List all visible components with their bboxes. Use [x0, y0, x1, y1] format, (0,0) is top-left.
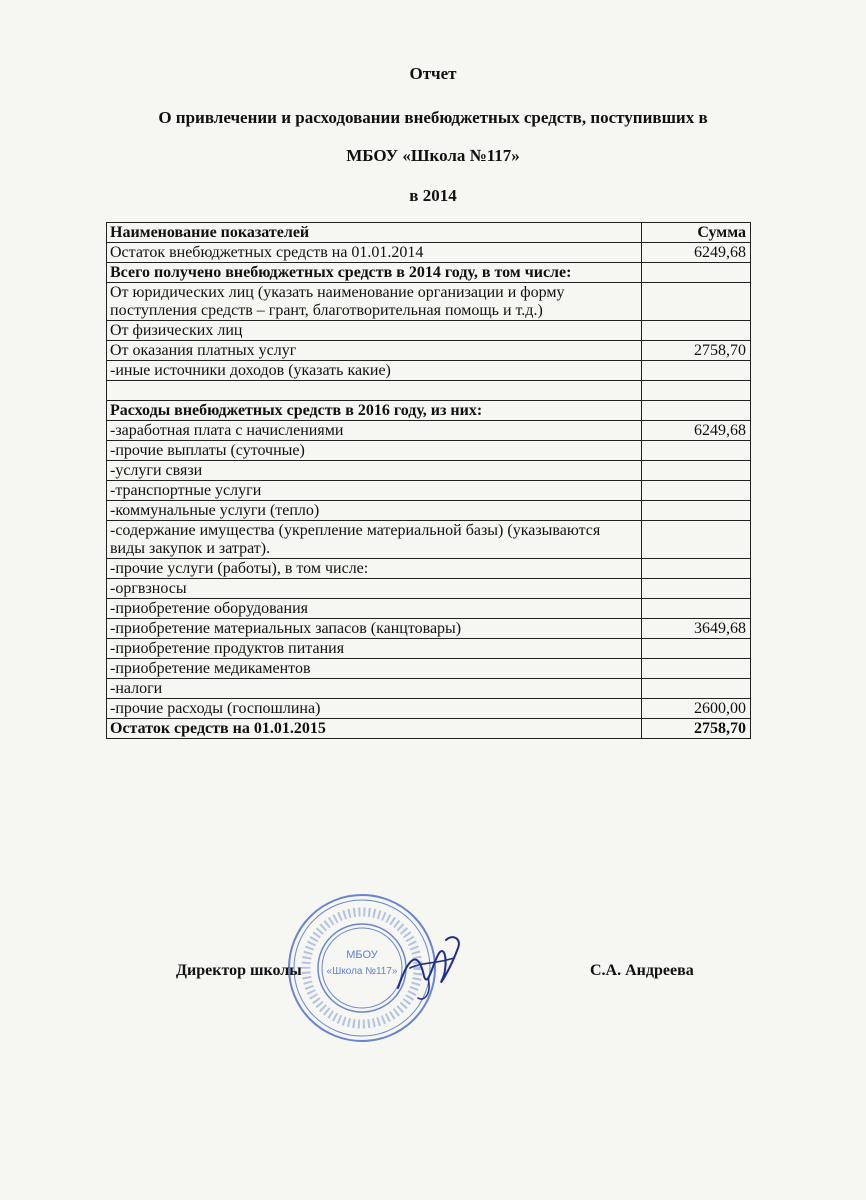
- report-year: в 2014: [409, 186, 457, 205]
- row-name: -оргвзносы: [107, 579, 642, 599]
- table-row: [107, 599, 751, 619]
- row-name: -приобретение медикаментов: [107, 659, 642, 679]
- row-name: -услуги связи: [107, 461, 642, 481]
- report-table: [106, 222, 751, 739]
- row-sum: [642, 521, 751, 559]
- row-name: -приобретение оборудования: [107, 599, 642, 619]
- row-name: -иные источники доходов (указать какие): [107, 361, 642, 381]
- table-row: [107, 283, 751, 321]
- row-sum: [642, 263, 751, 283]
- school-name: МБОУ «Школа №117»: [346, 146, 520, 165]
- row-sum: 2600,00: [642, 699, 751, 719]
- column-header-name: Наименование показателей: [107, 223, 642, 243]
- table-row: [107, 243, 751, 263]
- row-sum: 6249,68: [642, 421, 751, 441]
- table-row: [107, 441, 751, 461]
- row-sum: [642, 361, 751, 381]
- table-row: [107, 381, 751, 401]
- report-subtitle: О привлечении и расходовании внебюджетных средств, поступивших в: [158, 108, 708, 127]
- row-name: -прочие выплаты (суточные): [107, 441, 642, 461]
- row-sum: [642, 401, 751, 421]
- row-name: -прочие расходы (госпошлина): [107, 699, 642, 719]
- table-row: [107, 341, 751, 361]
- row-sum: [642, 659, 751, 679]
- table-row: [107, 559, 751, 579]
- row-sum: 6249,68: [642, 243, 751, 263]
- row-name: Остаток внебюджетных средств на 01.01.2014: [107, 243, 642, 263]
- row-sum: [642, 599, 751, 619]
- row-sum: [642, 639, 751, 659]
- row-sum: [642, 461, 751, 481]
- table-row: [107, 321, 751, 341]
- report-title: Отчет: [409, 64, 457, 83]
- table-row: [107, 619, 751, 639]
- row-name: -налоги: [107, 679, 642, 699]
- director-name: С.А. Андреева: [590, 962, 694, 979]
- row-name: Расходы внебюджетных средств в 2016 году, из них:: [107, 401, 642, 421]
- table-row: [107, 501, 751, 521]
- row-sum: [642, 283, 751, 321]
- row-name: -приобретение продуктов питания: [107, 639, 642, 659]
- stamp-text-line1: МБОУ: [346, 949, 378, 961]
- row-name: -содержание имущества (укрепление материальной базы) (указываются виды закупок и затрат).: [107, 521, 642, 559]
- row-sum: [642, 481, 751, 501]
- table-row: [107, 421, 751, 441]
- column-header-sum: Сумма: [642, 223, 751, 243]
- table-row: [107, 719, 751, 739]
- table-row: [107, 481, 751, 501]
- table-row: [107, 521, 751, 559]
- row-sum: [642, 579, 751, 599]
- director-role-label: Директор школы: [176, 962, 302, 979]
- row-sum: 2758,70: [642, 719, 751, 739]
- row-name: -приобретение материальных запасов (канцтовары): [107, 619, 642, 639]
- row-sum: [642, 441, 751, 461]
- table-row: [107, 699, 751, 719]
- row-name: -коммунальные услуги (тепло): [107, 501, 642, 521]
- table-row: [107, 263, 751, 283]
- row-name: -прочие услуги (работы), в том числе:: [107, 559, 642, 579]
- row-name: -транспортные услуги: [107, 481, 642, 501]
- row-name: Остаток средств на 01.01.2015: [107, 719, 642, 739]
- table-row: [107, 401, 751, 421]
- row-sum: 3649,68: [642, 619, 751, 639]
- row-name: -заработная плата с начислениями: [107, 421, 642, 441]
- stamp-text-line2: «Школа №117»: [326, 966, 398, 977]
- row-name: От оказания платных услуг: [107, 341, 642, 361]
- table-row: [107, 679, 751, 699]
- row-sum: [642, 321, 751, 341]
- row-name: [107, 381, 642, 401]
- table-row: [107, 461, 751, 481]
- table-header-row: [107, 223, 751, 243]
- table-row: [107, 361, 751, 381]
- row-sum: [642, 559, 751, 579]
- director-signature: [388, 918, 468, 1008]
- row-sum: 2758,70: [642, 341, 751, 361]
- row-sum: [642, 679, 751, 699]
- row-name: От юридических лиц (указать наименование организации и форму поступления средств – грант, благотворительная помощь и т.д.): [107, 283, 642, 321]
- row-sum: [642, 381, 751, 401]
- table-row: [107, 579, 751, 599]
- row-sum: [642, 501, 751, 521]
- row-name: Всего получено внебюджетных средств в 2014 году, в том числе:: [107, 263, 642, 283]
- row-name: От физических лиц: [107, 321, 642, 341]
- table-row: [107, 639, 751, 659]
- table-row: [107, 659, 751, 679]
